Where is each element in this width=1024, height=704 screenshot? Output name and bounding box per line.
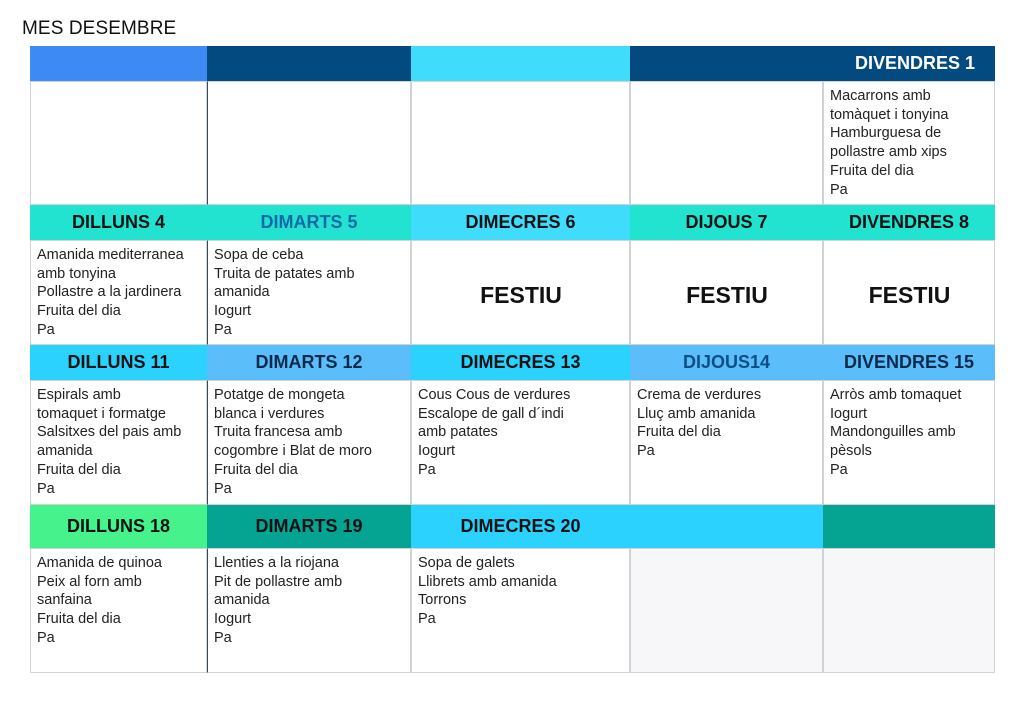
menu-dish: tomaquet i formatge xyxy=(37,405,166,422)
menu-cell-divendres-week-1 xyxy=(823,81,995,205)
menu-dish: Llibrets amb amanida xyxy=(418,573,557,590)
day-header-label: DIJOUS14 xyxy=(682,352,771,372)
menu-cell-dijous-week-3 xyxy=(630,380,823,505)
day-header-label: DILLUNS 4 xyxy=(71,212,165,232)
day-header-label: DIVENDRES 15 xyxy=(843,352,975,372)
menu-dish: Fruita del dia xyxy=(637,424,721,441)
menu-dish: Iogurt xyxy=(214,303,252,320)
day-header-dimecres-week-2 xyxy=(411,205,630,240)
day-header-label: DILLUNS 18 xyxy=(66,516,171,536)
day-header-label: DILLUNS 11 xyxy=(67,352,170,372)
menu-dish: Potatge de mongeta xyxy=(214,387,345,403)
menu-dish: Arròs amb tomaquet xyxy=(830,387,962,403)
menu-dish: Crema de verdures xyxy=(637,387,762,403)
menu-dish: Sopa de ceba xyxy=(214,247,304,263)
day-header-dimarts-week-3 xyxy=(207,345,411,380)
day-header-label: DIMECRES 13 xyxy=(460,352,581,372)
day-header-dijous-week-3 xyxy=(630,345,823,380)
menu-dish: Pa xyxy=(830,181,848,198)
menu-dish: Pa xyxy=(214,321,232,338)
menu-dish: Pa xyxy=(37,480,55,497)
menu-dish: Lluç amb amanida xyxy=(637,405,756,422)
menu-dish: Sopa de galets xyxy=(418,555,515,571)
menu-cell-dimarts-week-4 xyxy=(207,548,411,673)
menu-dish: amb patates xyxy=(418,424,498,441)
day-header-dimecres-week-4 xyxy=(411,505,630,548)
holiday-label: FESTIU xyxy=(686,281,768,308)
day-header-dilluns-week-2 xyxy=(30,205,207,240)
menu-dish: Espirals amb xyxy=(37,387,121,403)
menu-cell-dijous-week-4 xyxy=(630,548,823,673)
menu-dish: Llenties a la riojana xyxy=(214,555,339,571)
menu-cell-dilluns-week-3 xyxy=(30,380,207,505)
menu-cell-dimecres-week-1 xyxy=(411,81,630,205)
day-header-label: DIMECRES 6 xyxy=(465,212,576,232)
day-header-label: DIJOUS 7 xyxy=(685,212,768,232)
day-header-dilluns-week-3 xyxy=(30,345,207,380)
day-header-dijous-week-1 xyxy=(630,46,823,81)
menu-cell-divendres-week-3 xyxy=(823,380,995,505)
menu-dish: Pollastre a la jardinera xyxy=(37,284,182,301)
menu-dish: Iogurt xyxy=(418,443,456,460)
menu-cell-dimarts-week-3 xyxy=(207,380,411,505)
menu-cell-divendres-week-4 xyxy=(823,548,995,673)
menu-dish: Amanida de quinoa xyxy=(37,555,162,571)
day-header-divendres-week-3 xyxy=(823,345,995,380)
menu-dish: cogombre i Blat de moro xyxy=(214,443,372,460)
menu-cell-dimecres-week-4 xyxy=(411,548,630,673)
menu-dish: Peix al forn amb xyxy=(37,573,142,590)
menu-dish: amb tonyina xyxy=(37,265,116,282)
menu-dish: Pa xyxy=(637,443,655,460)
menu-dish: Pa xyxy=(418,611,436,628)
day-header-label: DIMARTS 12 xyxy=(255,352,363,372)
day-header-label: DIMECRES 20 xyxy=(460,516,581,536)
menu-dish: Mandonguilles amb xyxy=(830,424,956,441)
menu-cell-dilluns-week-1 xyxy=(30,81,207,205)
menu-dish: amanida xyxy=(37,443,93,460)
menu-dish: sanfaina xyxy=(37,592,92,609)
menu-cell-dijous-week-2 xyxy=(630,240,823,345)
day-header-divendres-week-4 xyxy=(823,505,995,548)
menu-cell-divendres-week-2 xyxy=(823,240,995,345)
day-header-dimarts-week-4 xyxy=(207,505,411,548)
menu-dish: Iogurt xyxy=(214,611,252,628)
day-header-dimarts-week-1 xyxy=(207,46,411,81)
menu-dish: Torrons xyxy=(418,592,467,609)
menu-dish: Truita francesa amb xyxy=(214,424,343,441)
day-header-label: DIMARTS 19 xyxy=(255,516,363,536)
menu-dish: Pa xyxy=(214,629,232,646)
day-header-dimarts-week-2 xyxy=(207,205,411,240)
menu-dish: Macarrons amb xyxy=(830,88,931,104)
menu-dish: Pa xyxy=(37,321,55,338)
menu-dish: Escalope de gall d´indi xyxy=(418,405,564,422)
menu-cell-dilluns-week-2 xyxy=(30,240,207,345)
menu-dish: Fruita del dia xyxy=(830,162,914,179)
day-header-dilluns-week-4 xyxy=(30,505,207,548)
day-header-dimecres-week-3 xyxy=(411,345,630,380)
day-header-label: DIMARTS 5 xyxy=(260,212,358,232)
menu-dish: Salsitxes del pais amb xyxy=(37,424,182,441)
page-title: MES DESEMBRE xyxy=(22,18,177,39)
menu-dish: amanida xyxy=(214,284,270,301)
day-header-divendres-week-1 xyxy=(823,46,995,81)
day-header-dimecres-week-1 xyxy=(411,46,630,81)
menu-grid xyxy=(30,46,995,673)
menu-dish: Iogurt xyxy=(830,405,868,422)
menu-dish: blanca i verdures xyxy=(214,405,325,422)
menu-dish: amanida xyxy=(214,592,270,609)
menu-dish: Pa xyxy=(37,629,55,646)
menu-dish: Amanida mediterranea xyxy=(37,247,184,263)
menu-dish: Pa xyxy=(214,480,232,497)
menu-cell-dimecres-week-3 xyxy=(411,380,630,505)
menu-dish: Fruita del dia xyxy=(214,461,298,478)
menu-cell-dilluns-week-4 xyxy=(30,548,207,673)
day-header-dijous-week-4 xyxy=(630,505,823,548)
menu-dish: Fruita del dia xyxy=(37,611,121,628)
menu-cell-dimarts-week-2 xyxy=(207,240,411,345)
menu-dish: pollastre amb xips xyxy=(830,144,947,161)
day-header-dilluns-week-1 xyxy=(30,46,207,81)
day-header-label: DIVENDRES 8 xyxy=(848,212,970,232)
day-header-label: DIVENDRES 1 xyxy=(854,53,975,73)
menu-dish: Cous Cous de verdures xyxy=(418,387,571,403)
day-header-divendres-week-2 xyxy=(823,205,995,240)
menu-dish: Fruita del dia xyxy=(37,303,121,320)
menu-cell-dimarts-week-1 xyxy=(207,81,411,205)
holiday-label: FESTIU xyxy=(868,281,951,308)
holiday-label: FESTIU xyxy=(480,281,562,308)
menu-dish: Pa xyxy=(830,461,848,478)
menu-cell-dijous-week-1 xyxy=(630,81,823,205)
menu-dish: Truita de patates amb xyxy=(214,265,355,282)
menu-dish: Hamburguesa de xyxy=(830,125,942,142)
menu-dish: Fruita del dia xyxy=(37,461,121,478)
menu-cell-dimecres-week-2 xyxy=(411,240,630,345)
menu-dish: Pit de pollastre amb xyxy=(214,573,343,590)
menu-dish: tomàquet i tonyina xyxy=(830,106,949,123)
day-header-dijous-week-2 xyxy=(630,205,823,240)
menu-dish: pèsols xyxy=(830,443,872,460)
menu-dish: Pa xyxy=(418,461,436,478)
